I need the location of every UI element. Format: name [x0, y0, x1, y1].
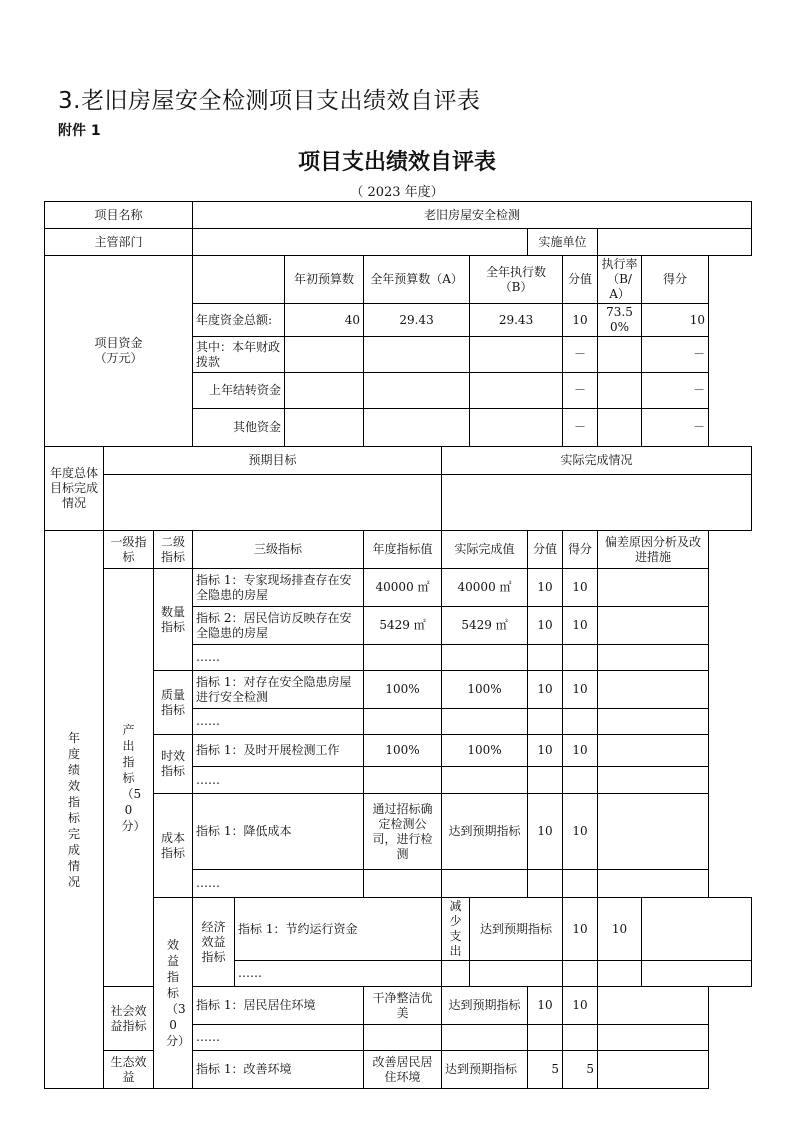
funds-row-carryover-executed	[470, 373, 563, 409]
empty-cell	[598, 709, 709, 735]
empty-cell	[442, 870, 528, 898]
empty-cell	[442, 709, 528, 735]
funds-row-total-initial: 40	[285, 304, 364, 337]
empty-cell	[528, 645, 563, 671]
q1-actual: 40000 ㎡	[442, 569, 528, 607]
ind-header-weight: 分值	[528, 531, 563, 569]
ind-header-deviation: 偏差原因分析及改进措施	[598, 531, 709, 569]
funds-header-blank	[193, 256, 285, 304]
funds-row-total-annual: 29.43	[364, 304, 470, 337]
empty-cell	[528, 1025, 563, 1051]
q1-score: 10	[563, 569, 598, 607]
g1-target: 改善居民居住环境	[364, 1051, 442, 1089]
empty-cell	[598, 1025, 709, 1051]
funds-row-carryover-rate	[598, 373, 642, 409]
empty-cell	[442, 961, 470, 987]
empty-cell	[598, 961, 642, 987]
project-name-label: 项目名称	[45, 202, 193, 229]
q2-actual: 5429 ㎡	[442, 607, 528, 645]
g1-score: 5	[563, 1051, 598, 1089]
quality-indicator-label: 质量指标	[154, 671, 193, 735]
empty-cell	[642, 961, 752, 987]
empty-cell	[442, 1025, 528, 1051]
c1-score: 10	[563, 794, 598, 870]
g1-actual: 达到预期指标	[442, 1051, 528, 1089]
empty-cell	[598, 645, 709, 671]
indicators-section-label: 年度绩效指标完成情况	[45, 531, 104, 1089]
ind-header-score: 得分	[563, 531, 598, 569]
ql1-name: 指标 1：对存在安全隐患房屋进行安全检测	[193, 671, 364, 709]
t1-score: 10	[563, 735, 598, 767]
empty-cell	[442, 767, 528, 794]
ind-header-level2: 二级指标	[154, 531, 193, 569]
funds-section-label: 项目资金 （万元）	[45, 256, 193, 447]
funds-row-total-executed: 29.43	[470, 304, 563, 337]
c1-weight: 10	[528, 794, 563, 870]
s1-name: 指标 1：居民居住环境	[193, 987, 364, 1025]
quality-more-row: ……	[193, 709, 364, 735]
empty-cell	[442, 645, 528, 671]
funds-header-rate: 执行率（B/A）	[598, 256, 642, 304]
e1-score: 10	[598, 898, 642, 961]
cost-more-row: ……	[193, 870, 364, 898]
goals-actual-content	[442, 475, 752, 531]
goals-expected-content	[104, 475, 442, 531]
funds-row-other-label: 其他资金	[193, 409, 285, 447]
ind-header-actual: 实际完成值	[442, 531, 528, 569]
quantity-indicator-label: 数量指标	[154, 569, 193, 671]
e1-target: 减少支出	[442, 898, 470, 961]
empty-cell	[528, 767, 563, 794]
funds-row-fiscal-weight: －	[563, 337, 598, 373]
output-indicator-label: 产出指标（50分）	[104, 569, 154, 987]
ql1-weight: 10	[528, 671, 563, 709]
empty-cell	[470, 961, 563, 987]
e1-weight: 10	[563, 898, 598, 961]
funds-row-fiscal-label: 其中：本年财政拨款	[193, 337, 285, 373]
g1-weight: 5	[528, 1051, 563, 1089]
eco-indicator-label: 生态效益	[104, 1051, 154, 1089]
g1-deviation	[598, 1051, 709, 1089]
empty-cell	[598, 870, 709, 898]
ql1-target: 100%	[364, 671, 442, 709]
empty-cell	[563, 709, 598, 735]
social-more-row: ……	[193, 1025, 364, 1051]
e1-name: 指标 1：节约运行资金	[235, 898, 442, 961]
funds-row-fiscal-initial	[285, 337, 364, 373]
funds-row-fiscal-score: －	[642, 337, 709, 373]
funds-header-annual: 全年预算数（A）	[364, 256, 470, 304]
funds-row-carryover-label: 上年结转资金	[193, 373, 285, 409]
project-name-value: 老旧房屋安全检测	[193, 202, 752, 229]
s1-actual: 达到预期指标	[442, 987, 528, 1025]
social-indicator-label: 社会效益指标	[104, 987, 154, 1051]
t1-name: 指标 1：及时开展检测工作	[193, 735, 364, 767]
q2-score: 10	[563, 607, 598, 645]
empty-cell	[364, 767, 442, 794]
s1-deviation	[598, 987, 709, 1025]
goals-label: 年度总体目标完成情况	[45, 447, 104, 531]
impl-unit-label: 实施单位	[528, 229, 598, 256]
t1-target: 100%	[364, 735, 442, 767]
self-evaluation-table	[44, 201, 752, 1089]
economic-indicator-label: 经济效益指标	[193, 898, 235, 987]
ql1-actual: 100%	[442, 671, 528, 709]
c1-actual: 达到预期指标	[442, 794, 528, 870]
empty-cell	[563, 961, 598, 987]
funds-row-total-weight: 10	[563, 304, 598, 337]
q2-name: 指标 2：居民信访反映存在安全隐患的房屋	[193, 607, 364, 645]
c1-name: 指标 1：降低成本	[193, 794, 364, 870]
empty-cell	[528, 870, 563, 898]
empty-cell	[563, 645, 598, 671]
funds-row-other-initial	[285, 409, 364, 447]
attachment-label: 附件 1	[58, 123, 101, 139]
funds-header-score: 得分	[642, 256, 709, 304]
funds-row-total-label: 年度资金总额:	[193, 304, 285, 337]
c1-target: 通过招标确定检测公司，进行检测	[364, 794, 442, 870]
funds-row-other-rate	[598, 409, 642, 447]
empty-cell	[364, 645, 442, 671]
ind-header-level3: 三级指标	[193, 531, 364, 569]
ql1-deviation	[598, 671, 709, 709]
s1-weight: 10	[528, 987, 563, 1025]
benefit-indicator-label: 效益指标（30分）	[154, 898, 193, 1089]
table-title: 项目支出绩效自评表	[297, 150, 496, 175]
funds-row-other-weight: －	[563, 409, 598, 447]
funds-header-executed: 全年执行数（B）	[470, 256, 563, 304]
timeliness-indicator-label: 时效指标	[154, 735, 193, 794]
q1-deviation	[598, 569, 709, 607]
empty-cell	[598, 767, 709, 794]
dept-value	[193, 229, 528, 256]
c1-deviation	[598, 794, 709, 870]
q1-name: 指标 1：专家现场排查存在安全隐患的房屋	[193, 569, 364, 607]
dept-label: 主管部门	[45, 229, 193, 256]
funds-row-fiscal-rate	[598, 337, 642, 373]
g1-name: 指标 1：改善环境	[193, 1051, 364, 1089]
t1-weight: 10	[528, 735, 563, 767]
empty-cell	[364, 709, 442, 735]
funds-row-fiscal-annual	[364, 337, 470, 373]
empty-cell	[528, 709, 563, 735]
t1-actual: 100%	[442, 735, 528, 767]
funds-row-carryover-score: －	[642, 373, 709, 409]
report-year: （ 2023 年度）	[350, 185, 444, 200]
s1-target: 干净整洁优美	[364, 987, 442, 1025]
funds-row-carryover-annual	[364, 373, 470, 409]
q2-deviation	[598, 607, 709, 645]
q2-weight: 10	[528, 607, 563, 645]
timeliness-more-row: ……	[193, 767, 364, 794]
empty-cell	[563, 870, 598, 898]
funds-row-fiscal-executed	[470, 337, 563, 373]
q1-weight: 10	[528, 569, 563, 607]
funds-row-other-score: －	[642, 409, 709, 447]
funds-header-weight: 分值	[563, 256, 598, 304]
ind-header-level1: 一级指标	[104, 531, 154, 569]
q2-target: 5429 ㎡	[364, 607, 442, 645]
empty-cell	[364, 1025, 442, 1051]
funds-row-carryover-weight: －	[563, 373, 598, 409]
page-heading: 3.老旧房屋安全检测项目支出绩效自评表	[58, 88, 481, 114]
s1-score: 10	[563, 987, 598, 1025]
funds-row-other-executed	[470, 409, 563, 447]
quantity-more-row: ……	[193, 645, 364, 671]
funds-row-total-rate: 73.50%	[598, 304, 642, 337]
t1-deviation	[598, 735, 709, 767]
e1-deviation	[642, 898, 752, 961]
goals-expected-header: 预期目标	[104, 447, 442, 475]
empty-cell	[563, 1025, 598, 1051]
q1-target: 40000 ㎡	[364, 569, 442, 607]
impl-unit-value	[598, 229, 752, 256]
funds-row-other-annual	[364, 409, 470, 447]
cost-indicator-label: 成本指标	[154, 794, 193, 898]
ind-header-target: 年度指标值	[364, 531, 442, 569]
ql1-score: 10	[563, 671, 598, 709]
empty-cell	[563, 767, 598, 794]
funds-row-carryover-initial	[285, 373, 364, 409]
e1-actual: 达到预期指标	[470, 898, 563, 961]
goals-actual-header: 实际完成情况	[442, 447, 752, 475]
funds-row-total-score: 10	[642, 304, 709, 337]
empty-cell	[364, 870, 442, 898]
economic-more-row: ……	[235, 961, 442, 987]
funds-header-initial: 年初预算数	[285, 256, 364, 304]
